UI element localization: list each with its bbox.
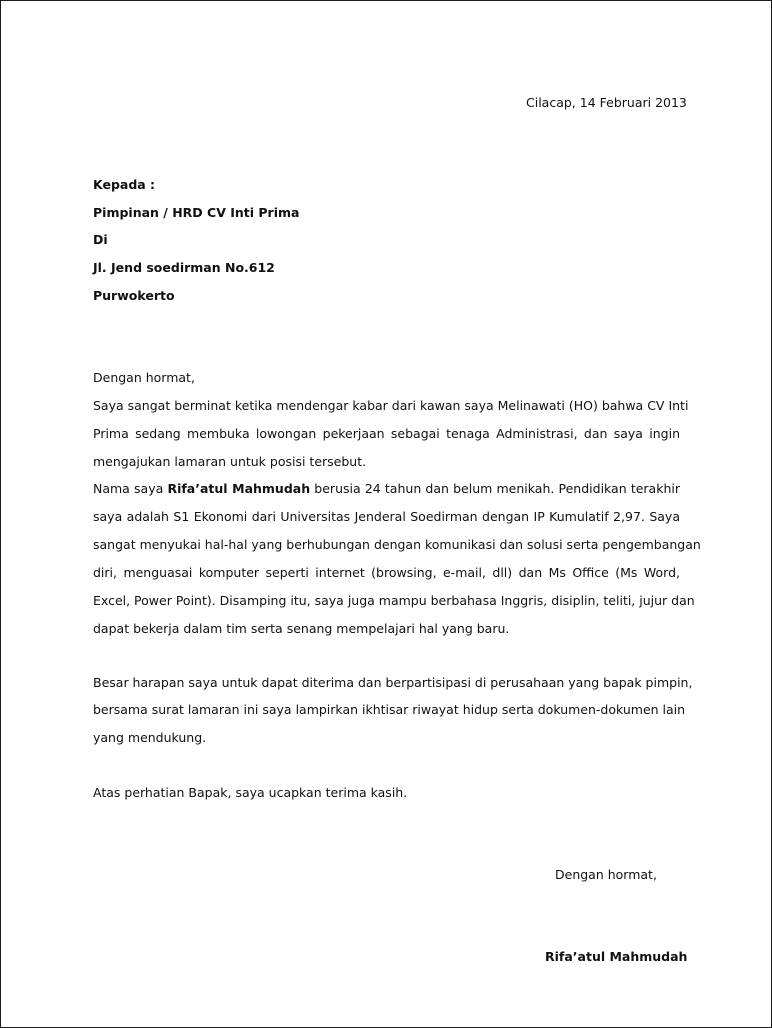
paragraph2-line: Excel, Power Point). Disamping itu, saya juga mampu berbahasa Inggris, disiplin, teliti, jujur dan xyxy=(93,593,695,608)
recipient-label: Kepada : xyxy=(93,177,156,192)
greeting: Dengan hormat, xyxy=(93,370,195,385)
paragraph3-line: bersama surat lamaran ini saya lampirkan ikhtisar riwayat hidup serta dokumen-dokumen lain xyxy=(93,702,686,717)
recipient-name: Pimpinan / HRD CV Inti Prima xyxy=(93,205,300,220)
letter-date: Cilacap, 14 Februari 2013 xyxy=(526,95,687,110)
recipient-city: Purwokerto xyxy=(93,288,175,303)
signature-name: Rifa’atul Mahmudah xyxy=(545,949,688,964)
recipient-street: Jl. Jend soedirman No.612 xyxy=(93,260,275,275)
paragraph1-line: mengajukan lamaran untuk posisi tersebut. xyxy=(93,454,367,469)
paragraph3-line: yang mendukung. xyxy=(93,730,207,745)
paragraph2-first-line xyxy=(93,481,680,497)
paragraph1-line: Prima sedang membuka lowongan pekerjaan sebagai tenaga Administrasi, dan saya ingin xyxy=(93,426,680,441)
applicant-name: Rifa’atul Mahmudah xyxy=(167,481,311,496)
recipient-di: Di xyxy=(93,232,108,247)
paragraph2-intro-rest: berusia 24 tahun dan belum menikah. Pendidikan terakhir xyxy=(310,481,680,496)
paragraph2-line: saya adalah S1 Ekonomi dari Universitas Jenderal Soedirman dengan IP Kumulatif 2,97. Saya xyxy=(93,509,680,524)
paragraph3-line: Besar harapan saya untuk dapat diterima dan berpartisipasi di perusahaan yang bapak pimpin, xyxy=(93,675,693,690)
paragraph2-line: sangat menyukai hal-hal yang berhubungan dengan komunikasi dan solusi serta pengembangan xyxy=(93,537,701,552)
paragraph2-line: diri, menguasai komputer seperti internet (browsing, e-mail, dll) dan Ms Office (Ms Word, xyxy=(93,565,680,580)
paragraph2-line: dapat bekerja dalam tim serta senang mempelajari hal yang baru. xyxy=(93,621,510,636)
paragraph2-intro: Nama saya xyxy=(93,481,168,496)
paragraph1-line: Saya sangat berminat ketika mendengar kabar dari kawan saya Melinawati (HO) bahwa CV Inti xyxy=(93,398,689,413)
closing-salutation: Dengan hormat, xyxy=(555,867,657,882)
thanks-line: Atas perhatian Bapak, saya ucapkan terima kasih. xyxy=(93,785,408,800)
